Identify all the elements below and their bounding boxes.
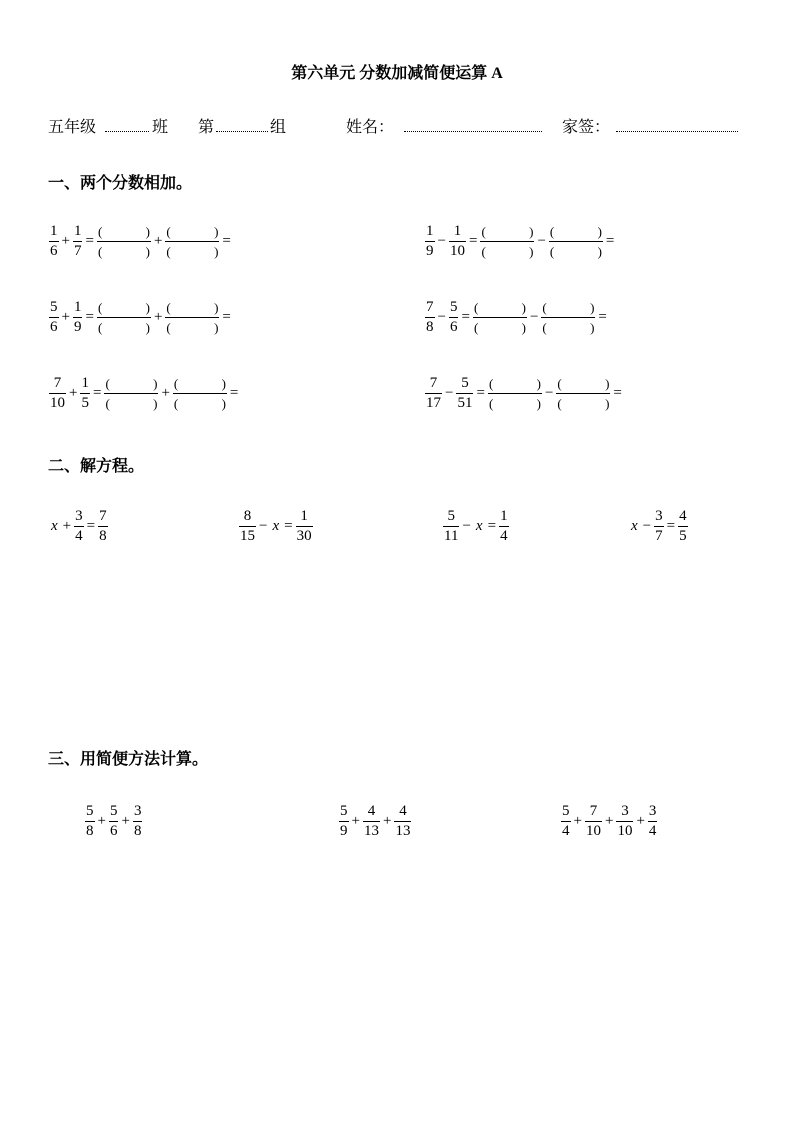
operator: =: [476, 385, 485, 401]
right-paren: ): [597, 223, 602, 239]
fraction: [449, 298, 459, 337]
grade-label: 五年级: [48, 119, 97, 136]
operator: =: [85, 309, 94, 325]
operator: +: [61, 233, 70, 249]
fraction: [654, 507, 664, 546]
left-paren: (: [557, 395, 562, 411]
left-paren: (: [173, 375, 179, 391]
numerator: 1: [453, 222, 462, 239]
blank-denominator: [549, 242, 603, 261]
right-paren: ): [529, 223, 534, 239]
section-heading-1: 一、两个分数相加。: [48, 175, 193, 192]
operator: =: [487, 518, 497, 534]
denominator: 4: [562, 822, 570, 839]
denominator: 5: [81, 394, 89, 411]
operator: −: [642, 518, 652, 534]
class-blank[interactable]: [105, 131, 149, 132]
numerator: 3: [648, 802, 657, 819]
blank-fraction[interactable]: [480, 222, 534, 261]
denominator: 5: [679, 527, 687, 544]
left-paren: (: [166, 319, 171, 335]
fraction: [49, 374, 66, 413]
right-paren: ): [521, 319, 526, 335]
right-paren: ): [597, 243, 602, 259]
left-paren: (: [105, 395, 110, 411]
left-paren: (: [542, 319, 547, 335]
numerator: 1: [426, 222, 434, 239]
blank-denominator: [173, 394, 227, 413]
blank-denominator: [97, 242, 151, 261]
numerator: 3: [75, 507, 83, 524]
right-paren: ): [529, 243, 534, 259]
blank-fraction[interactable]: [97, 222, 151, 261]
operator: +: [61, 309, 70, 325]
operator: +: [573, 813, 582, 829]
right-paren: ): [536, 375, 541, 391]
numerator: 5: [449, 298, 458, 315]
operator: =: [598, 309, 607, 325]
numerator: 8: [243, 507, 252, 524]
fraction: [456, 374, 473, 413]
variable-x: x: [475, 517, 483, 534]
fraction: [339, 802, 349, 841]
denominator: 9: [340, 822, 348, 839]
blank-fraction[interactable]: [473, 298, 527, 337]
operator: −: [445, 385, 454, 401]
left-paren: (: [549, 223, 555, 239]
denominator: 6: [449, 318, 458, 335]
operator: +: [604, 813, 614, 829]
numerator: 7: [589, 802, 598, 819]
group-blank[interactable]: [216, 131, 268, 132]
numerator: 5: [562, 802, 570, 819]
numerator: 1: [73, 222, 82, 239]
numerator: 7: [53, 374, 62, 391]
operator: +: [69, 385, 78, 401]
operator: −: [259, 518, 268, 534]
operator: =: [85, 233, 94, 249]
variable-x: x: [631, 517, 638, 534]
student-info-row: [48, 114, 748, 136]
blank-numerator: [165, 298, 219, 317]
numerator: 5: [109, 802, 118, 819]
blank-numerator: [97, 222, 151, 241]
denominator: 7: [73, 242, 82, 259]
denominator: 9: [426, 242, 434, 259]
right-paren: ): [605, 375, 610, 391]
right-paren: ): [590, 299, 595, 315]
fraction: [98, 507, 108, 546]
left-paren: (: [166, 299, 171, 315]
fraction: [648, 802, 658, 841]
left-paren: (: [488, 395, 494, 411]
right-paren: ): [221, 375, 226, 391]
blank-numerator: [165, 222, 219, 241]
fraction: [80, 374, 90, 413]
numerator: 5: [447, 507, 455, 524]
left-paren: (: [173, 395, 179, 411]
denominator: 7: [655, 527, 663, 544]
blank-numerator: [549, 222, 603, 241]
blank-denominator: [165, 318, 219, 337]
operator: −: [537, 233, 546, 249]
operator: =: [229, 385, 239, 401]
blank-denominator: [473, 318, 527, 337]
right-paren: ): [153, 375, 158, 391]
denominator: 6: [109, 822, 118, 839]
blank-fraction[interactable]: [488, 374, 542, 413]
fraction-sum-problem: [48, 294, 233, 340]
numerator: 5: [340, 802, 348, 819]
operator: +: [153, 233, 163, 249]
fraction: [73, 298, 83, 337]
fraction: [616, 802, 633, 841]
operator: +: [153, 309, 163, 325]
right-paren: ): [153, 395, 158, 411]
section-heading-2: 二、解方程。: [48, 458, 145, 475]
group-prefix: 第: [198, 119, 215, 136]
left-paren: (: [97, 319, 103, 335]
denominator: 13: [363, 822, 379, 839]
numerator: 4: [399, 802, 407, 819]
left-paren: (: [473, 319, 479, 335]
numerator: 3: [133, 802, 142, 819]
numerator: 1: [81, 374, 89, 391]
variable-x: x: [51, 517, 58, 534]
simplify-problem: [338, 798, 412, 844]
denominator: 8: [133, 822, 142, 839]
fraction: [425, 222, 435, 261]
fraction-sum-problem: [48, 370, 240, 416]
right-paren: ): [590, 319, 595, 335]
fraction: [85, 802, 95, 841]
denominator: 6: [50, 242, 58, 259]
operator: +: [161, 385, 170, 401]
blank-numerator: [473, 298, 527, 317]
denominator: 10: [617, 822, 633, 839]
operator: +: [62, 518, 72, 534]
operator: =: [284, 518, 293, 534]
denominator: 11: [444, 527, 459, 544]
equation-problem: [442, 503, 510, 549]
right-paren: ): [145, 319, 150, 335]
denominator: 17: [426, 394, 441, 411]
right-paren: ): [605, 395, 610, 411]
right-paren: ): [521, 299, 526, 315]
operator: =: [92, 385, 102, 401]
blank-denominator: [541, 318, 595, 337]
blank-numerator: [556, 374, 610, 393]
numerator: 7: [429, 374, 438, 391]
denominator: 10: [449, 242, 465, 259]
denominator: 13: [395, 822, 411, 839]
blank-fraction[interactable]: [556, 374, 610, 413]
fraction: [74, 507, 84, 546]
fraction: [49, 222, 59, 261]
equation-problem: [48, 503, 109, 549]
simplify-problem: [84, 798, 143, 844]
blank-numerator: [488, 374, 542, 393]
denominator: 9: [73, 318, 82, 335]
numerator: 3: [621, 802, 629, 819]
denominator: 51: [457, 394, 473, 411]
operator: −: [529, 309, 539, 325]
denominator: 10: [50, 394, 65, 411]
left-paren: (: [105, 375, 110, 391]
simplify-problem: [560, 798, 658, 844]
name-blank[interactable]: [404, 131, 542, 132]
right-paren: ): [536, 395, 541, 411]
blank-numerator: [97, 298, 151, 317]
operator: =: [613, 385, 622, 401]
left-paren: (: [481, 223, 486, 239]
operator: +: [121, 813, 130, 829]
denominator: 8: [86, 822, 94, 839]
blank-numerator: [480, 222, 534, 241]
right-paren: ): [145, 299, 150, 315]
numerator: 5: [50, 298, 58, 315]
fraction: [239, 507, 256, 546]
blank-fraction[interactable]: [173, 374, 227, 413]
operator: +: [351, 813, 360, 829]
fraction: [449, 222, 466, 261]
numerator: 3: [655, 507, 663, 524]
fraction: [109, 802, 119, 841]
blank-fraction[interactable]: [165, 222, 219, 261]
class-label: 班: [152, 119, 169, 136]
numerator: 7: [99, 507, 107, 524]
fraction-sum-problem: [48, 218, 233, 264]
blank-denominator: [165, 242, 219, 261]
blank-denominator: [556, 394, 610, 413]
numerator: 7: [426, 298, 434, 315]
fraction: [394, 802, 411, 841]
operator: =: [461, 309, 470, 325]
left-paren: (: [166, 223, 171, 239]
operator: =: [222, 309, 231, 325]
left-paren: (: [481, 243, 486, 259]
blank-fraction[interactable]: [541, 298, 595, 337]
left-paren: (: [97, 243, 103, 259]
operator: −: [544, 385, 554, 401]
numerator: 5: [86, 802, 94, 819]
fraction: [363, 802, 380, 841]
blank-denominator: [488, 394, 542, 413]
fraction: [678, 507, 688, 546]
left-paren: (: [473, 299, 479, 315]
blank-numerator: [104, 374, 158, 393]
operator: =: [222, 233, 231, 249]
numerator: 4: [679, 507, 687, 524]
numerator: 5: [461, 374, 469, 391]
operator: +: [636, 813, 645, 829]
fraction: [425, 298, 435, 337]
section-heading-3: 三、用简便方法计算。: [48, 751, 209, 768]
denominator: 15: [240, 527, 255, 544]
right-paren: ): [214, 299, 219, 315]
denominator: 10: [585, 822, 601, 839]
right-paren: ): [214, 223, 219, 239]
numerator: 1: [500, 507, 508, 524]
blank-fraction[interactable]: [165, 298, 219, 337]
blank-fraction[interactable]: [104, 374, 158, 413]
blank-denominator: [97, 318, 151, 337]
left-paren: (: [97, 299, 103, 315]
parent-sign-blank[interactable]: [616, 131, 738, 132]
right-paren: ): [214, 319, 219, 335]
right-paren: ): [145, 223, 150, 239]
denominator: 4: [75, 527, 83, 544]
operator: +: [382, 813, 392, 829]
blank-numerator: [541, 298, 595, 317]
right-paren: ): [221, 395, 226, 411]
left-paren: (: [542, 299, 547, 315]
denominator: 4: [648, 822, 657, 839]
fraction: [296, 507, 313, 546]
denominator: 4: [500, 527, 508, 544]
blank-fraction[interactable]: [549, 222, 603, 261]
denominator: 6: [50, 318, 58, 335]
left-paren: (: [557, 375, 562, 391]
numerator: 1: [73, 298, 82, 315]
fraction: [49, 298, 59, 337]
left-paren: (: [549, 243, 555, 259]
fraction: [443, 507, 459, 546]
denominator: 30: [296, 527, 312, 544]
fraction: [73, 222, 83, 261]
operator: +: [97, 813, 106, 829]
operator: −: [437, 309, 446, 325]
operator: −: [437, 233, 446, 249]
blank-numerator: [173, 374, 227, 393]
numerator: 4: [367, 802, 376, 819]
blank-denominator: [104, 394, 158, 413]
blank-fraction[interactable]: [97, 298, 151, 337]
right-paren: ): [145, 243, 150, 259]
equation-problem: [238, 503, 314, 549]
fraction-sum-problem: [424, 294, 609, 340]
numerator: 1: [50, 222, 58, 239]
equation-problem: [628, 503, 689, 549]
fraction-sum-problem: [424, 370, 624, 416]
denominator: 8: [99, 527, 107, 544]
fraction: [133, 802, 143, 841]
left-paren: (: [166, 243, 171, 259]
page-title: 第六单元 分数加减简便运算 A: [291, 65, 503, 82]
left-paren: (: [97, 223, 103, 239]
fraction: [425, 374, 442, 413]
name-label: 姓名：: [346, 119, 395, 136]
operator: =: [86, 518, 96, 534]
group-label: 组: [270, 119, 287, 136]
operator: −: [462, 518, 471, 534]
numerator: 1: [300, 507, 308, 524]
variable-x: x: [272, 517, 280, 534]
right-paren: ): [214, 243, 219, 259]
fraction: [499, 507, 509, 546]
fraction: [585, 802, 602, 841]
blank-denominator: [480, 242, 534, 261]
fraction: [561, 802, 571, 841]
operator: =: [605, 233, 615, 249]
parent-sign-label: 家签：: [562, 119, 611, 136]
left-paren: (: [488, 375, 494, 391]
fraction-sum-problem: [424, 218, 616, 264]
operator: =: [468, 233, 478, 249]
denominator: 8: [426, 318, 434, 335]
operator: =: [666, 518, 676, 534]
